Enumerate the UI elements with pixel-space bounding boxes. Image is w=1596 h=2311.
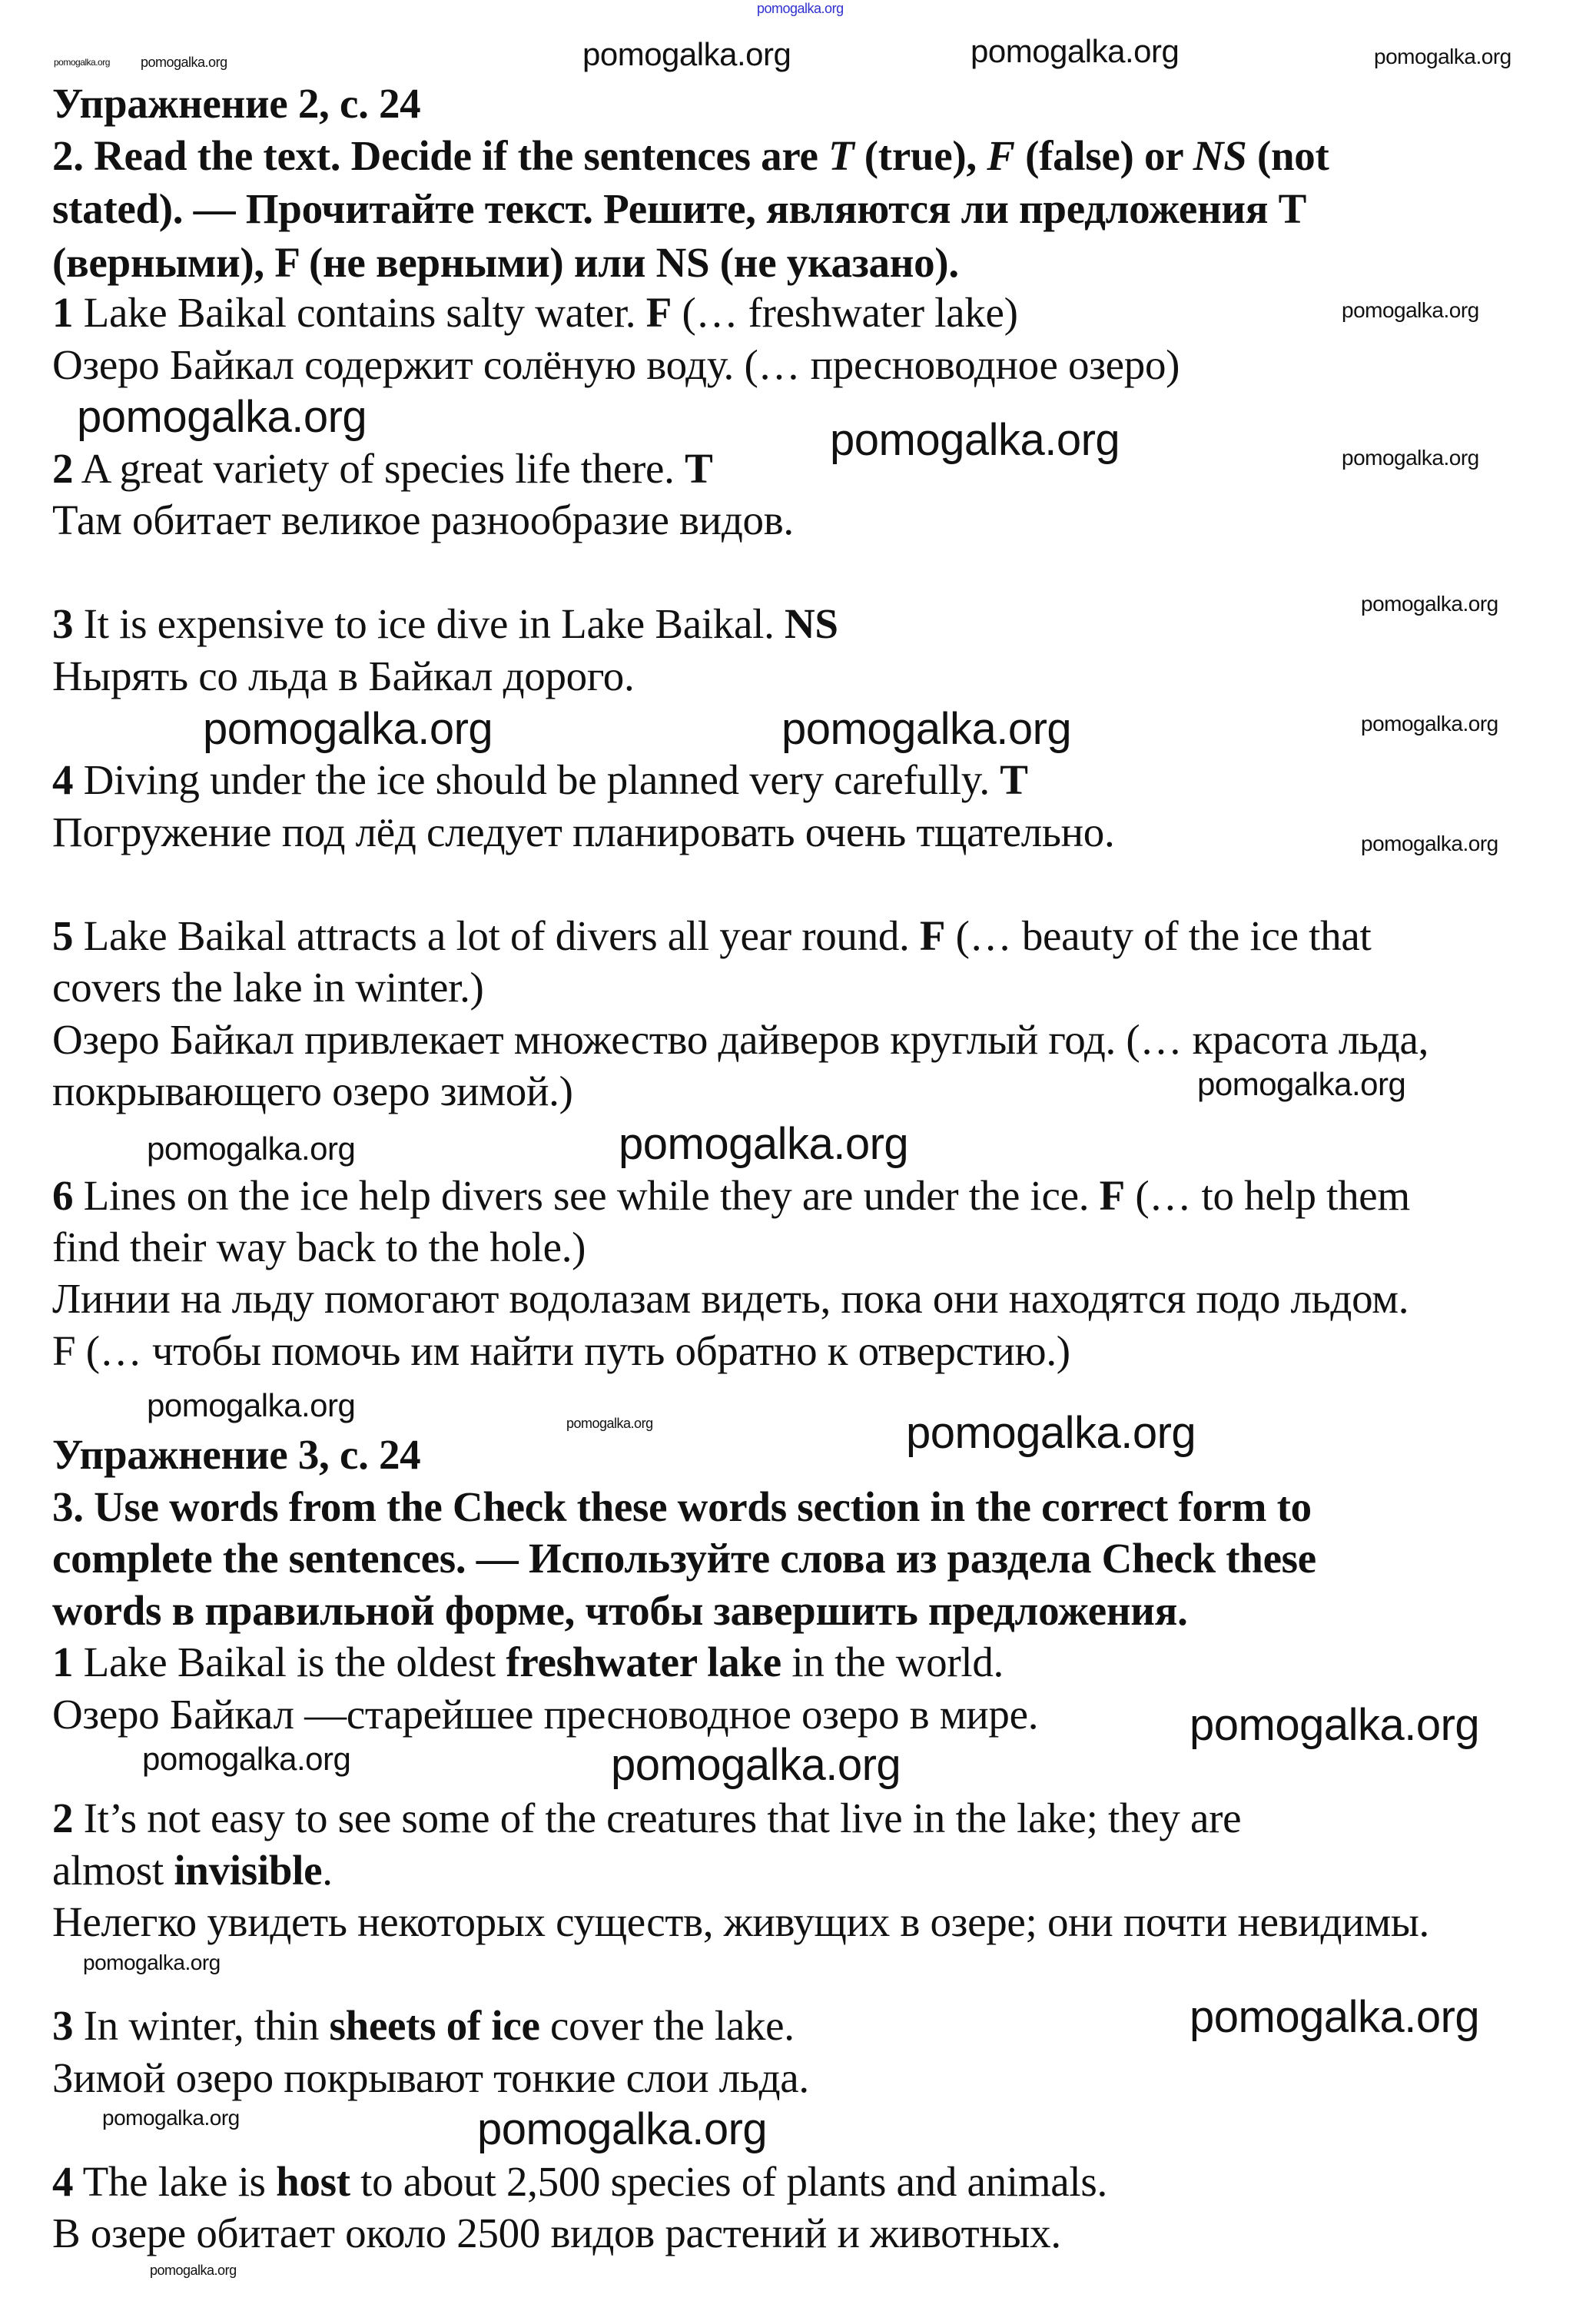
text-line xyxy=(52,1327,1070,1376)
text-segment: (true), xyxy=(854,132,987,179)
watermark: pomogalka.org xyxy=(971,33,1180,69)
text-line xyxy=(52,2209,1061,2258)
text-segment: 4 xyxy=(52,756,74,803)
watermark: pomogalka.org xyxy=(906,1408,1196,1458)
text-segment: A great variety of species life there. xyxy=(73,445,685,492)
text-line xyxy=(52,1274,1409,1323)
watermark: pomogalka.org xyxy=(1342,298,1479,322)
text-segment: 3 xyxy=(52,2002,74,2049)
text-segment: F xyxy=(987,132,1015,179)
text-segment: Нырять со льда в Байкал дорого. xyxy=(52,652,635,699)
text-segment: 3. Use words from the Check these words section in the correct form to xyxy=(52,1483,1312,1530)
text-segment: Lake Baikal contains salty water. xyxy=(73,289,646,336)
text-segment: cover the lake. xyxy=(539,2002,795,2049)
text-segment: 2 xyxy=(52,445,74,492)
watermark: pomogalka.org xyxy=(582,36,791,72)
watermark: pomogalka.org xyxy=(83,1951,221,1974)
text-segment: Lines on the ice help divers see while they are under the ice. xyxy=(73,1172,1100,1219)
text-segment: (верными), F (не верными) или NS (не указано). xyxy=(52,239,959,286)
text-segment: F (… чтобы помочь им найти путь обратно к отверстию.) xyxy=(52,1327,1070,1374)
text-line xyxy=(52,2054,809,2103)
watermark: pomogalka.org xyxy=(1197,1066,1406,1102)
text-segment: 2 xyxy=(52,1795,74,1841)
text-segment: 6 xyxy=(52,1172,74,1219)
text-segment: покрывающего озеро зимой.) xyxy=(52,1068,573,1114)
text-line xyxy=(52,1015,1428,1064)
text-segment: Там обитает великое разнообразие видов. xyxy=(52,496,794,543)
text-segment: invisible xyxy=(174,1847,323,1894)
exercise-heading xyxy=(52,79,420,128)
text-segment: 4 xyxy=(52,2158,74,2205)
text-segment: T xyxy=(828,132,854,179)
watermark: pomogalka.org xyxy=(203,704,493,754)
text-segment: Lake Baikal attracts a lot of divers all year round. xyxy=(73,912,920,959)
text-line xyxy=(52,1846,333,1895)
text-segment: It is expensive to ice dive in Lake Baikal. xyxy=(73,600,785,647)
text-segment: host xyxy=(276,2158,350,2205)
watermark: pomogalka.org xyxy=(1361,712,1498,735)
text-segment: stated). — Прочитайте текст. Решите, являются ли предложения T xyxy=(52,185,1307,232)
text-line xyxy=(52,1171,1410,1220)
text-segment: NS xyxy=(785,600,838,647)
text-segment: Нелегко увидеть некоторых существ, живущих в озере; они почти невидимы. xyxy=(52,1898,1429,1945)
text-segment: . xyxy=(322,1847,333,1894)
text-line xyxy=(52,599,838,649)
text-line xyxy=(52,755,1028,805)
text-segment: words в правильной форме, чтобы завершить предложения. xyxy=(52,1587,1188,1634)
text-segment: sheets of ice xyxy=(329,2002,540,2049)
text-line xyxy=(52,184,1306,234)
watermark: pomogalka.org xyxy=(1374,45,1511,68)
text-line xyxy=(52,1067,573,1116)
exercise-heading xyxy=(52,1430,420,1479)
text-line xyxy=(52,1223,586,1272)
text-line xyxy=(52,1690,1038,1739)
text-segment: covers the lake in winter.) xyxy=(52,964,484,1011)
text-segment: NS xyxy=(1193,132,1247,179)
text-line xyxy=(52,911,1371,961)
text-segment: T xyxy=(1000,756,1028,803)
text-segment: Diving under the ice should be planned very carefully. xyxy=(73,756,1000,803)
watermark: pomogalka.org xyxy=(566,1416,653,1431)
text-segment: complete the sentences. — Используйте слова из раздела Check these xyxy=(52,1535,1316,1582)
text-segment: to about 2,500 species of plants and animals. xyxy=(350,2158,1107,2205)
text-segment: The lake is xyxy=(73,2158,277,2205)
text-segment: Озеро Байкал —старейшее пресноводное озеро в мире. xyxy=(52,1691,1039,1738)
text-line xyxy=(52,1586,1188,1635)
text-segment: 3 xyxy=(52,600,74,647)
text-segment: (… freshwater lake) xyxy=(672,289,1018,336)
text-line xyxy=(52,1483,1312,1532)
text-segment: Озеро Байкал содержит солёную воду. (… пресноводное озеро) xyxy=(52,341,1180,388)
text-line xyxy=(52,238,959,287)
watermark: pomogalka.org xyxy=(619,1119,909,1169)
text-segment: F xyxy=(645,289,672,336)
text-segment: Озеро Байкал привлекает множество дайверов круглый год. (… красота льда, xyxy=(52,1016,1429,1063)
text-segment: (… to help them xyxy=(1124,1172,1410,1219)
text-line xyxy=(52,496,794,545)
text-segment: В озере обитает около 2500 видов растений и животных. xyxy=(52,2210,1061,2256)
text-segment: almost xyxy=(52,1847,174,1894)
text-line xyxy=(52,808,1114,857)
text-line xyxy=(52,963,484,1012)
watermark: pomogalka.org xyxy=(1342,446,1479,470)
watermark: pomogalka.org xyxy=(830,415,1120,465)
watermark: pomogalka.org xyxy=(1361,832,1498,855)
text-segment: 1 xyxy=(52,289,74,336)
text-segment: 1 xyxy=(52,1639,74,1685)
watermark: pomogalka.org xyxy=(757,1,844,16)
text-segment: freshwater lake xyxy=(506,1639,781,1685)
text-segment: Упражнение 3, с. 24 xyxy=(52,1431,421,1478)
watermark: pomogalka.org xyxy=(611,1740,901,1790)
watermark: pomogalka.org xyxy=(147,1387,356,1423)
text-line xyxy=(52,1638,1004,1687)
text-segment: 2. Read the text. Decide if the sentences are xyxy=(52,132,829,179)
watermark: pomogalka.org xyxy=(781,704,1072,754)
text-segment: Зимой озеро покрывают тонкие слои льда. xyxy=(52,2054,809,2101)
text-line xyxy=(52,288,1018,337)
text-segment: It’s not easy to see some of the creatures that live in the lake; they are xyxy=(73,1795,1242,1841)
watermark: pomogalka.org xyxy=(141,55,227,70)
watermark: pomogalka.org xyxy=(1190,1700,1480,1750)
text-segment: find their way back to the hole.) xyxy=(52,1224,586,1270)
text-segment: Погружение под лёд следует планировать очень тщательно. xyxy=(52,809,1115,855)
text-line xyxy=(52,1534,1316,1583)
text-segment: T xyxy=(685,445,713,492)
text-segment: 5 xyxy=(52,912,74,959)
text-segment: Lake Baikal is the oldest xyxy=(73,1639,506,1685)
watermark: pomogalka.org xyxy=(1190,1992,1480,2042)
text-segment: in the world. xyxy=(781,1639,1004,1685)
watermark: pomogalka.org xyxy=(54,57,110,68)
text-line xyxy=(52,131,1329,181)
watermark: pomogalka.org xyxy=(147,1131,356,1167)
text-segment: (not xyxy=(1246,132,1329,179)
text-line xyxy=(52,1794,1241,1843)
watermark: pomogalka.org xyxy=(142,1741,351,1777)
watermark: pomogalka.org xyxy=(1361,592,1498,616)
watermark: pomogalka.org xyxy=(477,2104,768,2154)
text-line xyxy=(52,340,1180,390)
text-line xyxy=(52,444,712,493)
text-line xyxy=(52,2157,1107,2206)
watermark: pomogalka.org xyxy=(102,2106,240,2130)
text-segment: F xyxy=(919,912,946,959)
watermark: pomogalka.org xyxy=(150,2263,237,2278)
text-segment: Упражнение 2, с. 24 xyxy=(52,80,421,127)
text-segment: In winter, thin xyxy=(73,2002,330,2049)
text-line xyxy=(52,652,634,701)
text-line xyxy=(52,2001,795,2050)
watermark: pomogalka.org xyxy=(77,392,367,442)
text-segment: (… beauty of the ice that xyxy=(945,912,1372,959)
text-segment: (false) or xyxy=(1014,132,1193,179)
text-segment: Линии на льду помогают водолазам видеть, пока они находятся подо льдом. xyxy=(52,1275,1409,1322)
text-segment: F xyxy=(1099,1172,1125,1219)
text-line xyxy=(52,1898,1429,1947)
